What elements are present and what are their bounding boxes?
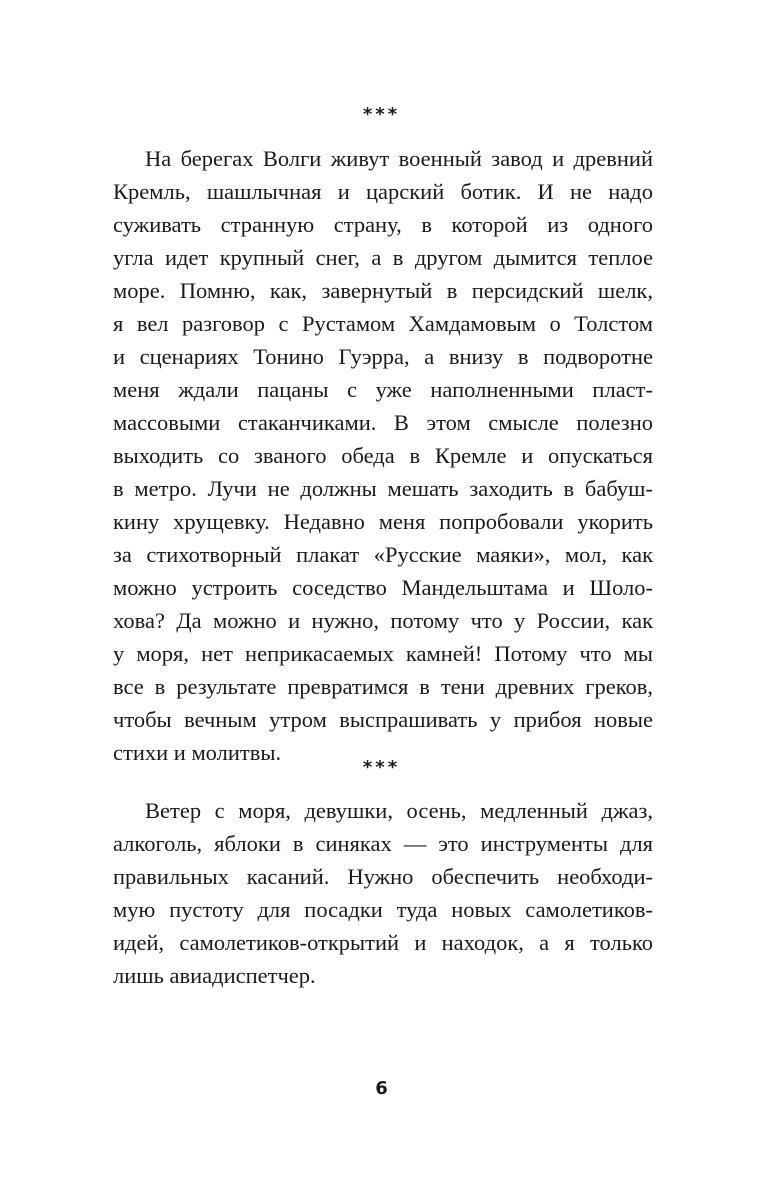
text-line: выходить со званого обеда в Кремле и опускаться <box>113 443 653 468</box>
text-line: правильных касаний. Нужно обеспечить необходи- <box>113 864 653 889</box>
text-line: море. Помню, как, завернутый в персидский шелк, <box>113 278 653 303</box>
section-separator: *** <box>362 757 401 778</box>
text-line: мую пустоту для посадки туда новых самолетиков- <box>113 897 653 922</box>
text-line: идей, самолетиков-открытий и находок, а я только <box>113 930 653 955</box>
page-number: 6 <box>375 1078 388 1099</box>
text-line: и сценариях Тонино Гуэрра, а внизу в подворотне <box>113 344 653 369</box>
text-line: стихи и молитвы. <box>113 740 282 765</box>
text-line: я вел разговор с Рустамом Хамдамовым о Толстом <box>113 311 653 336</box>
text-line: угла идет крупный снег, а в другом дымится теплое <box>113 245 653 270</box>
text-line: суживать странную страну, в которой из одного <box>113 212 653 237</box>
text-line: в метро. Лучи не должны мешать заходить в бабуш- <box>113 476 653 501</box>
text-line: все в результате превратимся в тени древних греков, <box>113 674 653 699</box>
text-line: Ветер с моря, девушки, осень, медленный джаз, <box>145 798 653 823</box>
text-line: хова? Да можно и нужно, потому что у России, как <box>113 608 653 633</box>
text-line: можно устроить соседство Мандельштама и Шоло- <box>113 575 653 600</box>
text-line: кину хрущевку. Недавно меня попробовали укорить <box>113 509 653 534</box>
text-line: массовыми стаканчиками. В этом смысле полезно <box>113 410 653 435</box>
text-line: На берегах Волги живут военный завод и древний <box>145 146 653 171</box>
text-line: у моря, нет неприкасаемых камней! Потому что мы <box>113 641 653 666</box>
text-line: чтобы вечным утром выспрашивать у прибоя новые <box>113 707 653 732</box>
text-line: Кремль, шашлычная и царский ботик. И не надо <box>113 179 653 204</box>
text-line: алкоголь, яблоки в синяках — это инструменты для <box>113 831 653 856</box>
text-line: за стихотворный плакат «Русские маяки», мол, как <box>113 542 653 567</box>
text-line: меня ждали пацаны с уже наполненными пласт- <box>113 377 653 402</box>
section-separator: *** <box>362 104 401 125</box>
paragraph-volga <box>113 142 653 769</box>
text-line: лишь авиадиспетчер. <box>113 963 316 988</box>
paragraph-wind <box>113 794 653 992</box>
